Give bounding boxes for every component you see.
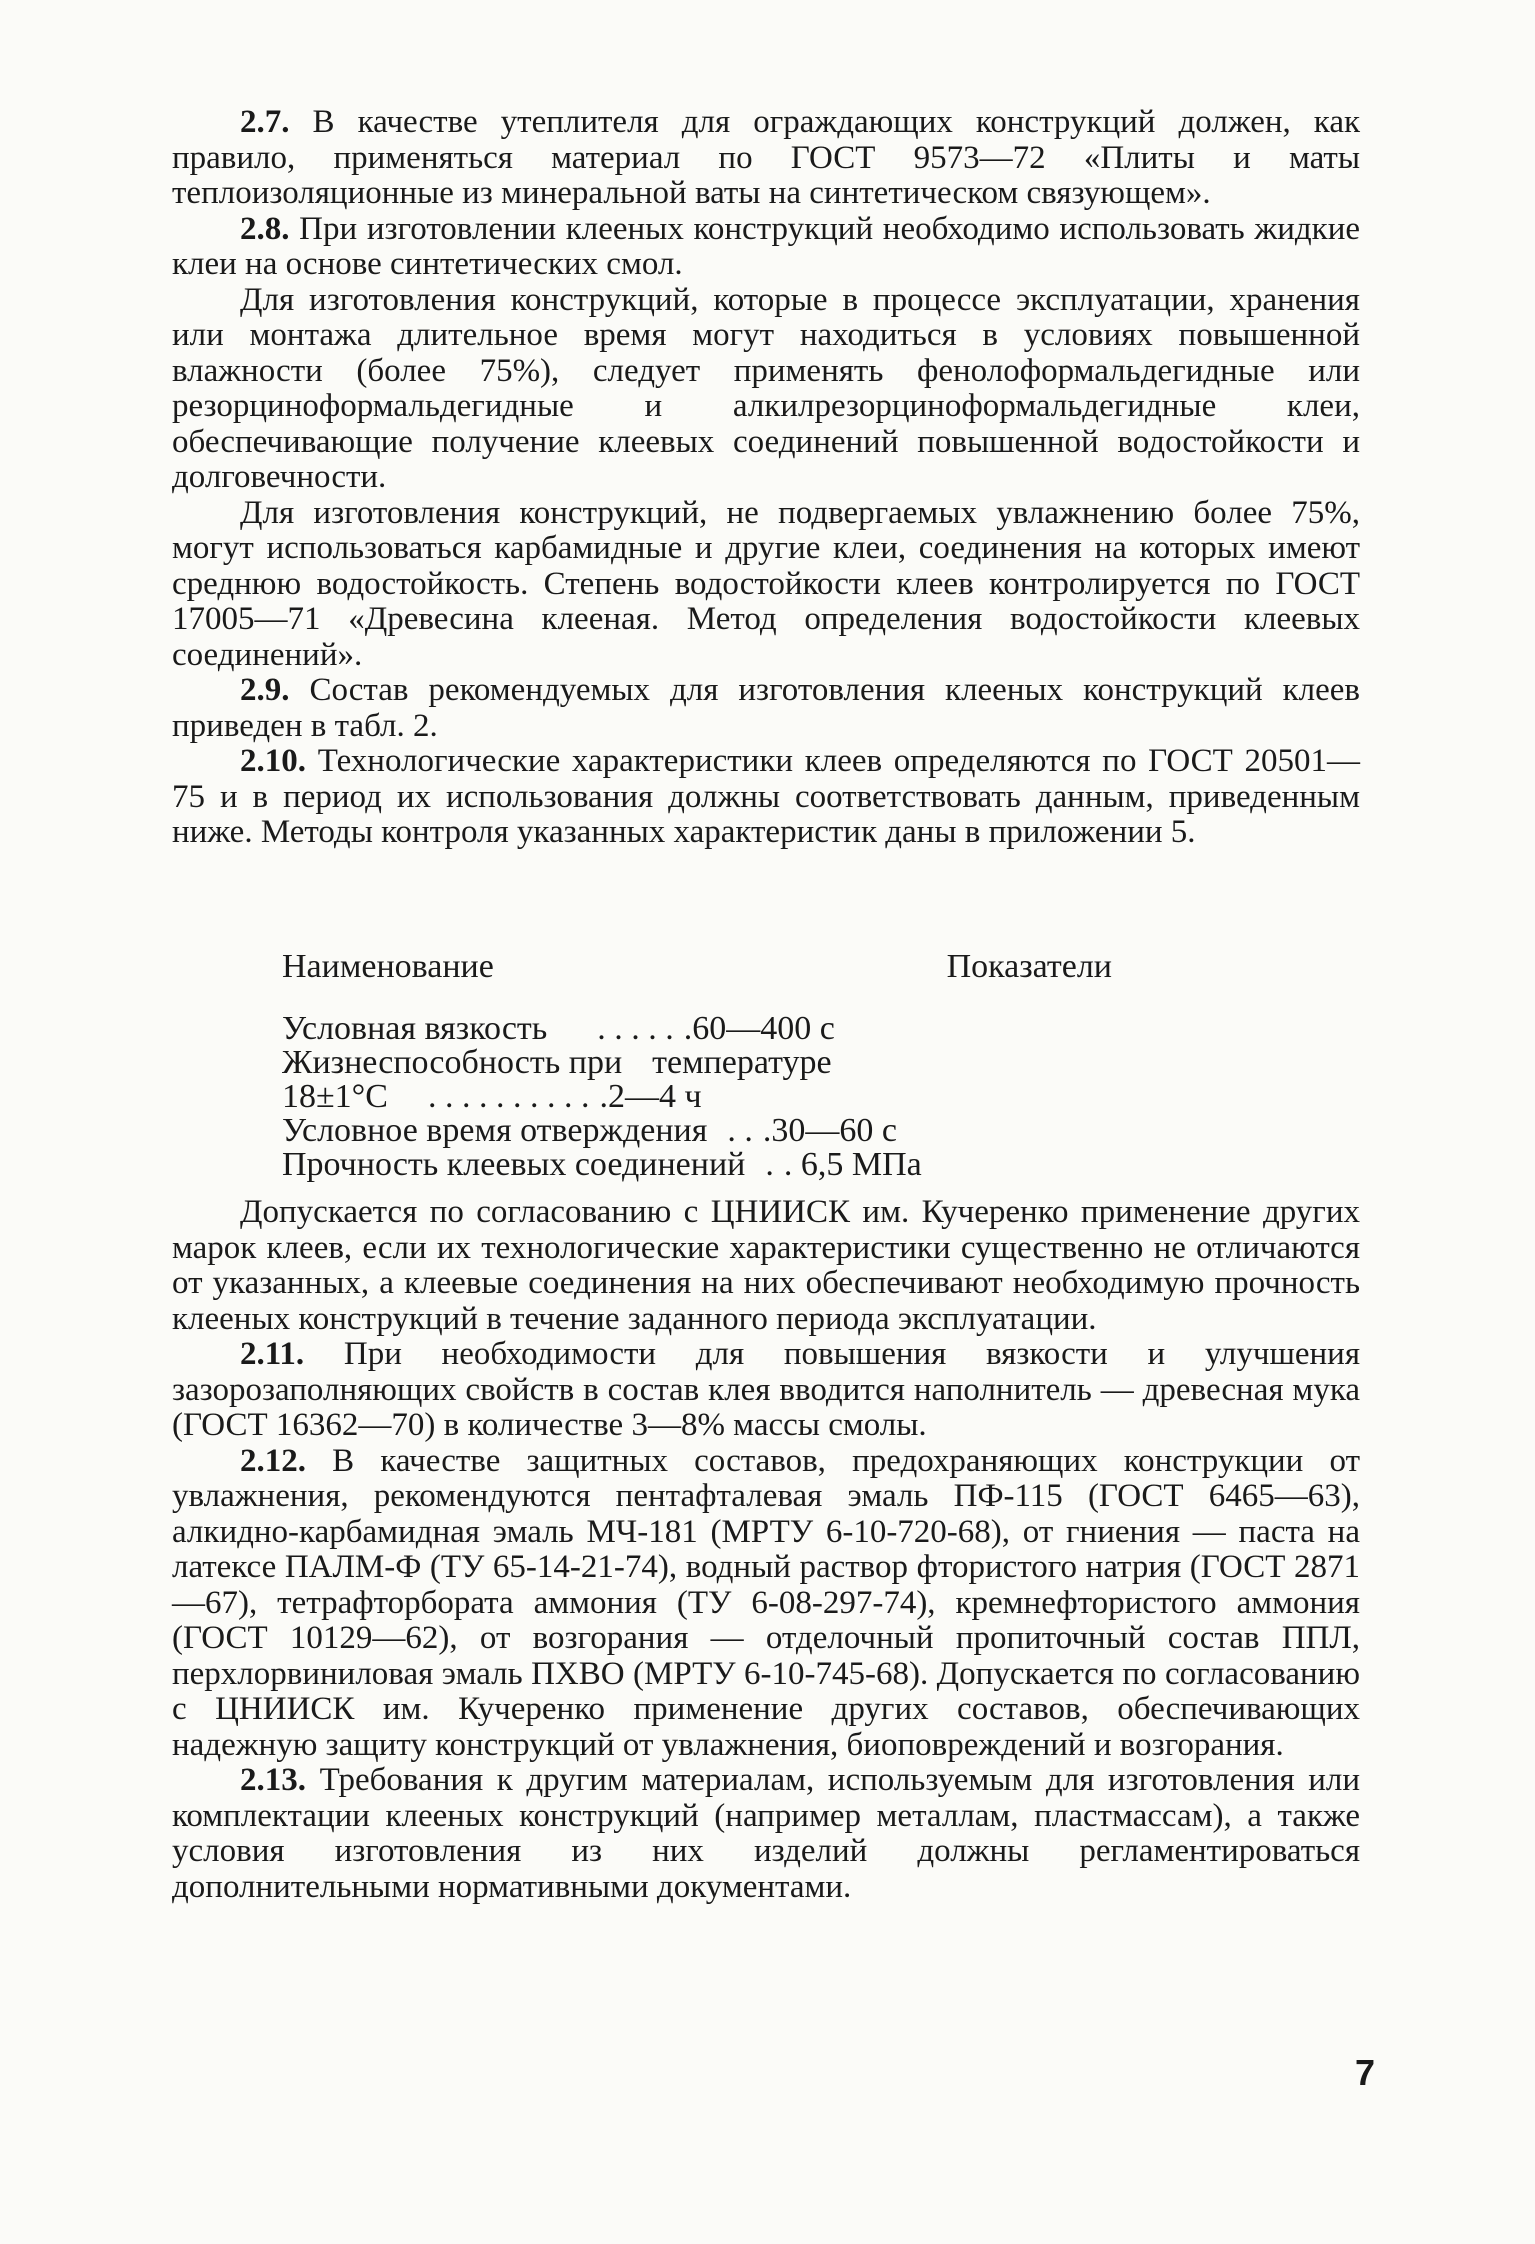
spec-row: Жизнеспособность при температуре <box>282 1044 832 1081</box>
header-name: Наименование <box>282 948 494 985</box>
specification-list <box>282 950 1122 1182</box>
paragraph-2-13: 2.13. Требования к другим материалам, используемым для изготовления или комплектации клееных конструкций (например металлам, пластмассам), а также условия изготовления из них изделий должны регламентироваться дополнительными нормативными документами. <box>172 1762 1360 1905</box>
spec-row: 18±1°С . . . . . . . . . . .2—4 ч <box>282 1078 702 1115</box>
paragraph-2-9: 2.9. Состав рекомендуемых для изготовления клееных конструкций клеев приведен в табл. 2. <box>172 672 1360 744</box>
header-value: Показатели <box>946 948 1112 985</box>
spec-row: Условное время отверждения . . .30—60 с <box>282 1112 897 1149</box>
specification-header <box>282 950 1122 984</box>
page-number: 7 <box>1354 2052 1375 2093</box>
paragraph-2-8: 2.8. При изготовлении клееных конструкций необходимо использовать жидкие клеи на основе синтетических смол. <box>172 210 1360 282</box>
paragraph-2-7: 2.7. В качестве утеплителя для ограждающих конструкций должен, как правило, применяться материал по ГОСТ 9573—72 «Плиты и маты теплоизоляционные из минеральной ваты на синтетическом связующем». <box>172 104 1360 211</box>
paragraph-2-11: 2.11. При необходимости для повышения вязкости и улучшения зазорозаполняющих свойств в состав клея вводится наполнитель — древесная мука (ГОСТ 16362—70) в количестве 3—8% массы смолы. <box>172 1336 1360 1443</box>
paragraph-permission: Допускается по согласованию с ЦНИИСК им. Кучеренко применение других марок клеев, если их технологические характеристики существенно не отличаются от указанных, а клеевые соединения на них обеспечивают необходимую прочность клееных конструкций в течение заданного периода эксплуатации. <box>172 1194 1360 1337</box>
spec-row: Прочность клеевых соединений . . 6,5 МПа <box>282 1146 922 1183</box>
spec-row: Условная вязкость . . . . . .60—400 с <box>282 1010 835 1047</box>
paragraph-water-resistance: Для изготовления конструкций, не подвергаемых увлажнению более 75%, могут использоваться карбамидные и другие клеи, соединения на которых имеют среднюю водостойкость. Степень водостойкости клеев контролируется по ГОСТ 17005—71 «Древесина клееная. Метод определения водостойкости клеевых соединений». <box>172 494 1360 673</box>
paragraph-humidity: Для изготовления конструкций, которые в процессе эксплуатации, хранения или монтажа длительное время могут находиться в условиях повышенной влажности (более 75%), следует применять фенолоформальдегидные или резорциноформальдегидные и алкилрезорциноформальдегидные клеи, обеспечивающие получение клеевых соединений повышенной водостойкости и долговечности. <box>172 281 1360 495</box>
body-text-bottom <box>172 1195 1360 1905</box>
body-text-top <box>172 105 1360 851</box>
paragraph-2-12: 2.12. В качестве защитных составов, предохраняющих конструкции от увлажнения, рекомендуются пентафталевая эмаль ПФ-115 (ГОСТ 6465—63), алкидно-карбамидная эмаль МЧ-181 (МРТУ 6-10-720-68), от гниения — паста на латексе ПАЛМ-Ф (ТУ 65-14-21-74), водный раствор фтористого натрия (ГОСТ 2871—67), тетрафторбората аммония (ТУ 6-08-297-74), кремнефтористого аммония (ГОСТ 10129—62), от возгорания — отделочный пропиточный состав ППЛ, перхлорвиниловая эмаль ПХВО (МРТУ 6-10-745-68). Допускается по согласованию с ЦНИИСК им. Кучеренко применение других составов, обеспечивающих надежную защиту конструкций от увлажнения, биоповреждений и возгорания. <box>172 1442 1360 1763</box>
paragraph-2-10: 2.10. Технологические характеристики клеев определяются по ГОСТ 20501—75 и в период их использования должны соответствовать данным, приведенным ниже. Методы контроля указанных характеристик даны в приложении 5. <box>172 743 1360 850</box>
